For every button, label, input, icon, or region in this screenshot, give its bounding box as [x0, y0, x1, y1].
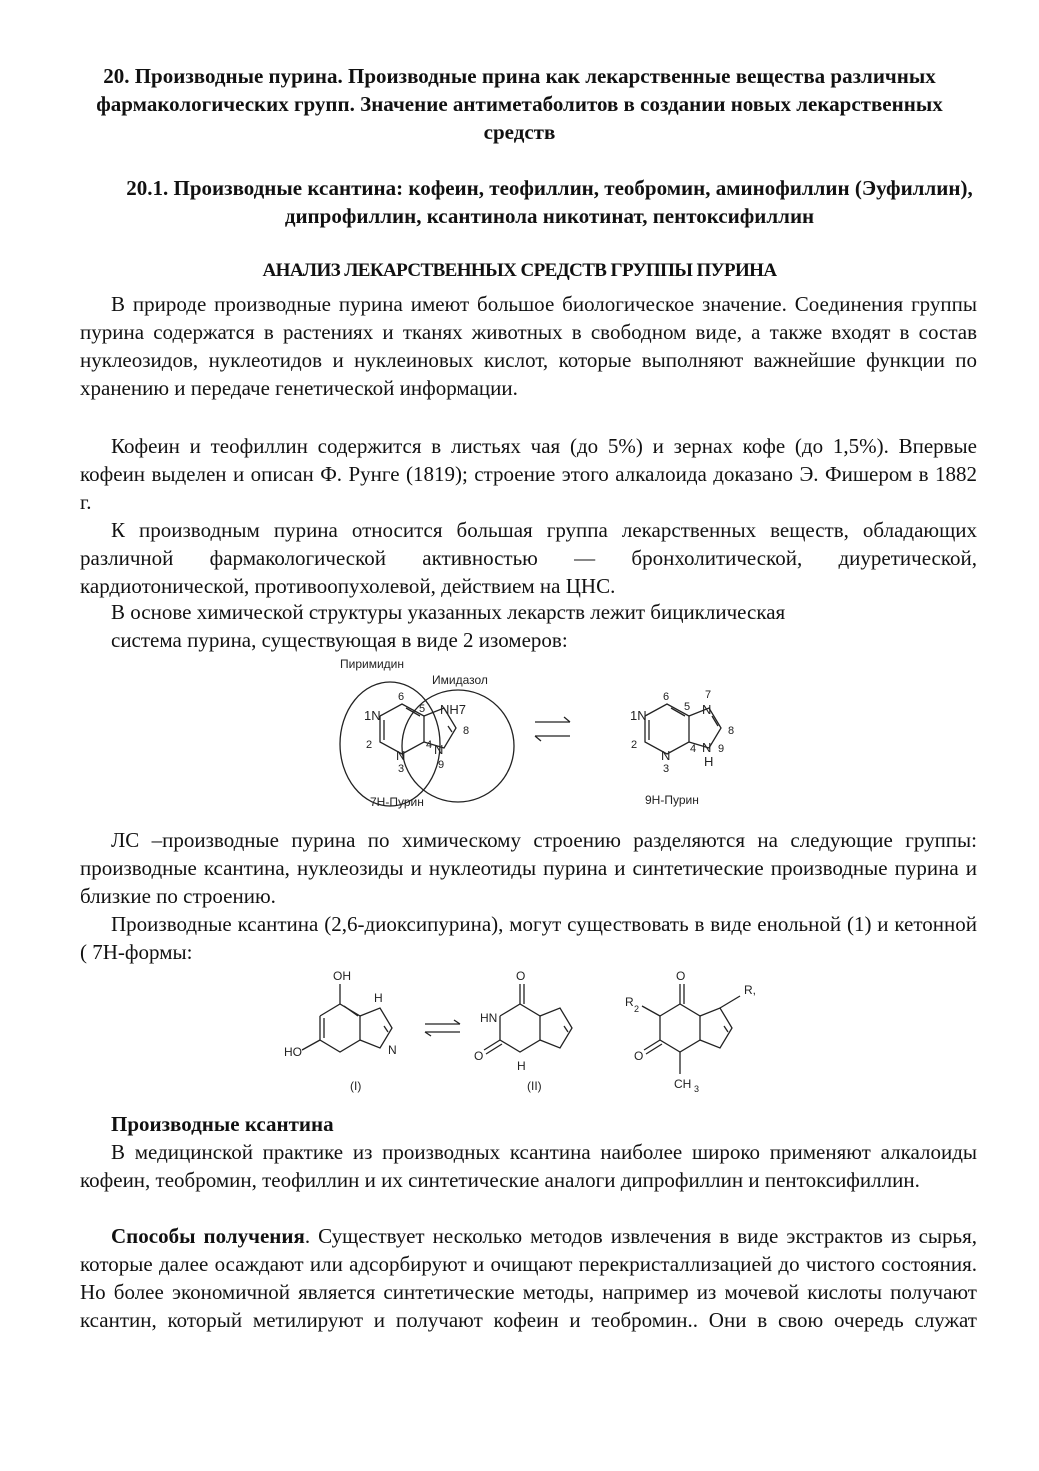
svg-text:N: N [661, 748, 671, 763]
paragraph-xanthine-forms: Производные ксантина (2,6-диоксипурина), могут существовать в виде енольной (1) и кетонной ( 7Н-формы: [80, 912, 977, 964]
svg-text:H: H [517, 1059, 526, 1073]
purine-isomers-figure [320, 656, 770, 816]
label-form-ii: (II) [527, 1079, 542, 1093]
svg-text:NH7: NH7 [440, 702, 467, 717]
svg-text:2: 2 [634, 1004, 640, 1014]
paragraph-production-methods [80, 1222, 977, 1334]
svg-text:7: 7 [705, 689, 712, 701]
paragraph-caffeine-source: Кофеин и теофиллин содержится в листьях чая (до 5%) и зернах кофе (до 1,5%). Впервые кофеин выделен и описан Ф. Рунге (1819); строение этого алкалоида доказано Э. Фишером в 1882 г. [80, 434, 977, 514]
svg-text:5: 5 [684, 701, 691, 713]
svg-text:5: 5 [419, 703, 426, 715]
label-form-i: (I) [350, 1079, 362, 1093]
svg-text:O: O [676, 969, 686, 983]
svg-text:O: O [516, 969, 526, 983]
label-imidazole: Имидазол [432, 673, 488, 687]
svg-text:N: N [396, 748, 406, 763]
svg-text:H: H [374, 991, 383, 1005]
section-heading: АНАЛИЗ ЛЕКАРСТВЕННЫХ СРЕДСТВ ГРУППЫ ПУРИНА [262, 260, 777, 281]
page-title: 20. Производные пурина. Производные прина как лекарственные вещества различных фармакологических групп. Значение антиметаболитов в создании новых лекарственных средств [96, 64, 943, 144]
svg-text:N: N [388, 1043, 397, 1057]
svg-text:H: H [704, 754, 714, 769]
svg-text:N: N [434, 742, 444, 757]
heading-xanthine-derivatives: Производные ксантина [111, 1112, 334, 1136]
label-pyrimidine: Пиримидин [340, 657, 404, 671]
svg-text:1N: 1N [364, 708, 381, 723]
svg-text:6: 6 [398, 691, 405, 703]
svg-text:N: N [702, 702, 712, 717]
svg-text:2: 2 [366, 739, 373, 751]
svg-text:O: O [474, 1049, 484, 1063]
svg-text:4: 4 [426, 739, 433, 751]
svg-text:HO: HO [284, 1045, 302, 1059]
section-subtitle: 20.1. Производные ксантина: кофеин, теофиллин, теобромин, аминофиллин (Эуфиллин), дипрофиллин, ксантинола никотинат, пентоксифиллин [126, 176, 973, 228]
svg-text:HN: HN [480, 1011, 498, 1025]
svg-text:O: O [634, 1049, 644, 1063]
svg-text:6: 6 [663, 691, 670, 703]
paragraph-purine-intro: В природе производные пурина имеют большое биологическое значение. Соединения группы пурина содержатся в растениях и тканях животных в свободном виде, а также входят в состав нуклеозидов, нуклеотидов и нуклеиновых кислот, которые выполняют важнейшие функции по хранению и передаче генетической информации. [80, 292, 977, 400]
svg-text:9: 9 [718, 743, 725, 755]
svg-text:OH: OH [333, 969, 351, 983]
paragraph-structure-line1: В основе химической структуры указанных лекарств лежит бициклическая [111, 600, 786, 624]
svg-text:3: 3 [694, 1084, 700, 1094]
svg-text:8: 8 [463, 725, 470, 737]
xanthine-forms-figure [280, 966, 800, 1102]
production-methods-label: Способы получения [111, 1224, 305, 1248]
svg-text:4: 4 [690, 743, 697, 755]
svg-text:3: 3 [663, 763, 670, 775]
svg-text:R,: R, [744, 983, 756, 997]
paragraph-classification: ЛС –производные пурина по химическому строению разделяются на следующие группы: производные ксантина, нуклеозиды и нуклеотиды пурина и синтетические производные пурина и близкие по строению. [80, 828, 977, 908]
production-methods-text: . Существует несколько методов извлечения в виде экстрактов из сырья, которые далее осаждают или адсорбируют и очищают перекристаллизацией до чистого состояния. Но более экономичной является синтетические методы, например из мочевой кислоты получают ксантин, который метилируют и получают кофеин и теобромин.. Они в свою очередь служат [80, 1224, 977, 1332]
pyrimidine-ring-right [645, 704, 689, 754]
paragraph-structure-line2: система пурина, существующая в виде 2 изомеров: [111, 628, 568, 652]
svg-text:CH: CH [674, 1077, 692, 1091]
svg-text:N: N [702, 740, 712, 755]
svg-text:1N: 1N [630, 708, 647, 723]
svg-text:R: R [625, 995, 634, 1009]
paragraph-pharmacology: К производным пурина относится большая группа лекарственных веществ, обладающих различной фармакологической активностью — бронхолитической, диуретической, кардиотонической, противоопухолевой, действием на ЦНС. [80, 518, 977, 598]
paragraph-medical-practice: В медицинской практике из производных ксантина наиболее широко применяют алкалоиды кофеин, теобромин, теофиллин и их синтетические аналоги дипрофиллин и пентоксифиллин. [80, 1140, 977, 1192]
svg-text:9: 9 [438, 759, 445, 771]
label-9h-purine: 9Н-Пурин [645, 793, 699, 807]
svg-text:3: 3 [398, 763, 405, 775]
label-7h-purine: 7Н-Пурин [370, 795, 424, 809]
svg-text:8: 8 [728, 725, 735, 737]
svg-text:2: 2 [631, 739, 638, 751]
